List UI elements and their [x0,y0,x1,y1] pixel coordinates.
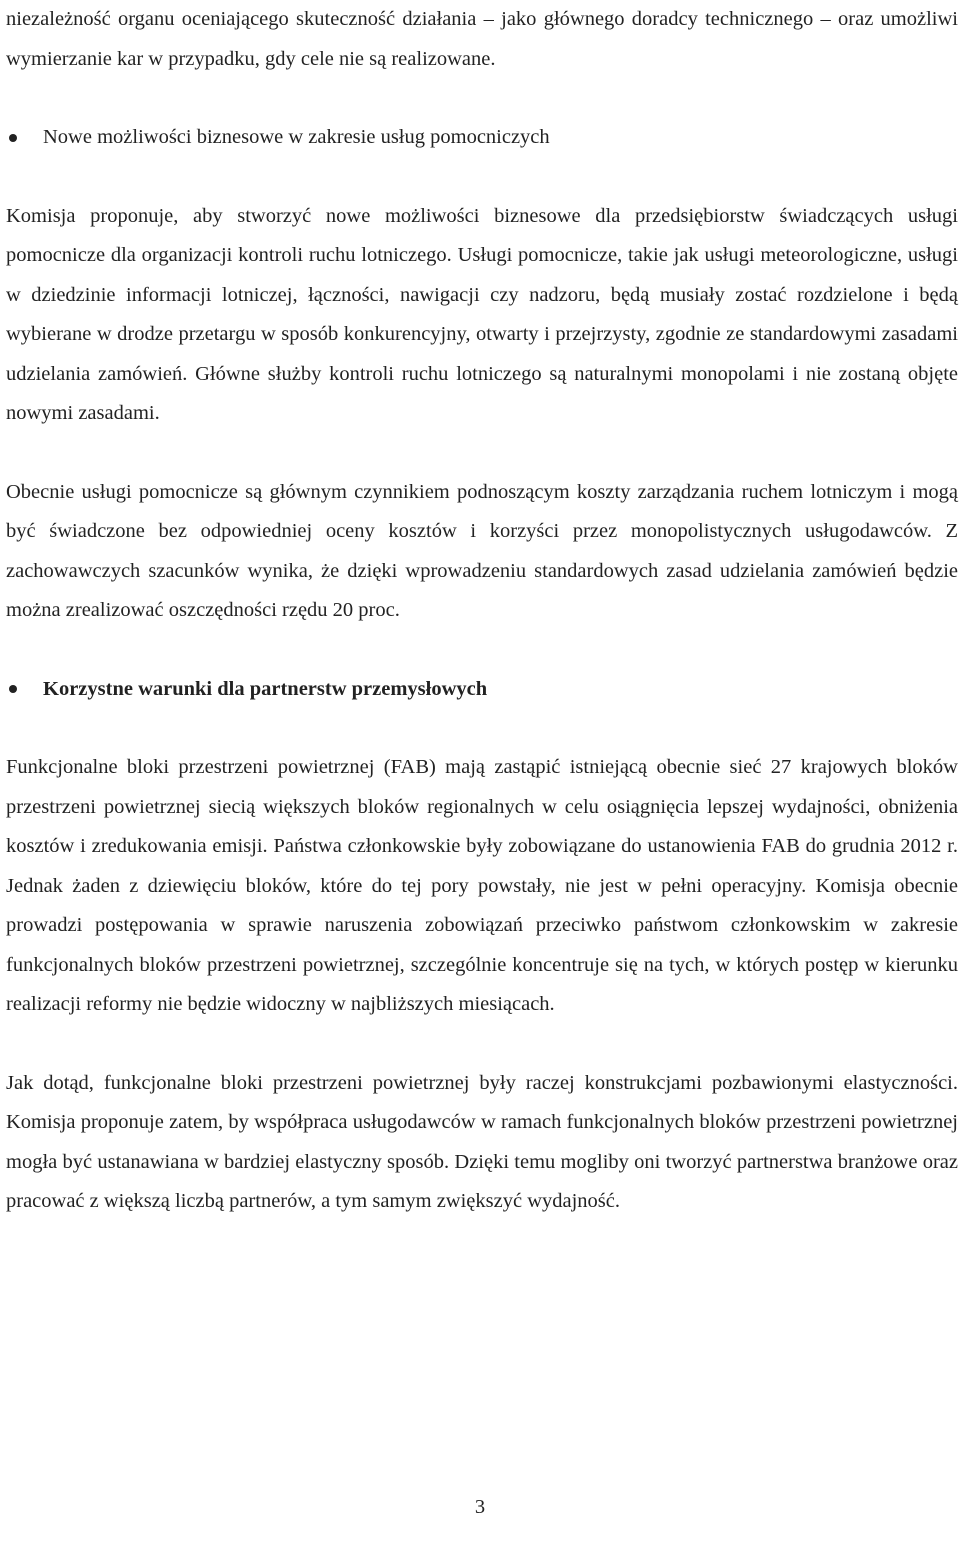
spacer [6,709,958,748]
paragraph-costs: Obecnie usługi pomocnicze są głównym czynnikiem podnoszącym koszty zarządzania ruchem lotniczym i mogą być świadczone bez odpowiedniej oceny kosztów i korzyści przez monopolistycznych usługodawców. Z zachowawczych szacunków wynika, że dzięki wprowadzeniu standardowych zasad udzielania zamówień będzie można zrealizować oszczędności rzędu 20 proc. [6,480,958,621]
bullet-icon [9,134,17,142]
paragraph-flexibility: Jak dotąd, funkcjonalne bloki przestrzeni powietrznej były raczej konstrukcjami pozbawionymi elastyczności. Komisja proponuje zatem, by współpraca usługodawców w ramach funkcjonalnych bloków przestrzeni powietrznej mogła być ustanawiana w bardziej elastyczny sposób. Dzięki temu mogliby oni tworzyć partnerstwa branżowe oraz pracować z większą liczbą partnerów, a tym samym zwiększyć wydajność. [6,1071,958,1212]
section-heading-text: Nowe możliwości biznesowe w zakresie usług pomocniczych [43,126,550,148]
bullet-icon [9,685,17,693]
spacer [6,158,958,197]
spacer [6,631,958,670]
spacer [6,79,958,118]
section-heading-business [6,118,958,158]
section-heading-text: Korzystne warunki dla partnerstw przemysłowych [43,677,488,700]
spacer [6,434,958,473]
page-number: 3 [474,1496,486,1518]
section-heading-partnerships [6,670,958,710]
paragraph-fab: Funkcjonalne bloki przestrzeni powietrznej (FAB) mają zastąpić istniejącą obecnie sieć 27 krajowych bloków przestrzeni powietrznej siecią większych bloków regionalnych w celu osiągnięcia lepszej wydajności, obniżenia kosztów i zredukowania emisji. Państwa członkowskie były zobowiązane do ustanowienia FAB do grudnia 2012 r. Jednak żaden z dziewięciu bloków, które do tej pory powstały, nie jest w pełni operacyjny. Komisja obecnie prowadzi postępowania w sprawie naruszenia zobowiązań przeciwko państwom członkowskim w zakresie funkcjonalnych bloków przestrzeni powietrznej, szczególnie koncentruje się na tych, w których postęp w kierunku realizacji reformy nie będzie widoczny w najbliższych miesiącach. [6,756,958,1015]
paragraph-intro-continuation: niezależność organu oceniającego skuteczność działania – jako głównego doradcy technicznego – oraz umożliwi wymierzanie kar w przypadku, gdy cele nie są realizowane. [6,8,958,70]
spacer [6,1025,958,1064]
document-page [6,0,958,1222]
paragraph-ancillary-services: Komisja proponuje, aby stworzyć nowe możliwości biznesowe dla przedsiębiorstw świadczących usługi pomocnicze dla organizacji kontroli ruchu lotniczego. Usługi pomocnicze, takie jak usługi meteorologiczne, usługi w dziedzinie informacji lotniczej, łączności, nawigacji czy nadzoru, będą musiały zostać rozdzielone i będą wybierane w drodze przetargu w sposób konkurencyjny, otwarty i przejrzysty, zgodnie ze standardowymi zasadami udzielania zamówień. Główne służby kontroli ruchu lotniczego są naturalnymi monopolami i nie zostaną objęte nowymi zasadami. [6,204,958,424]
